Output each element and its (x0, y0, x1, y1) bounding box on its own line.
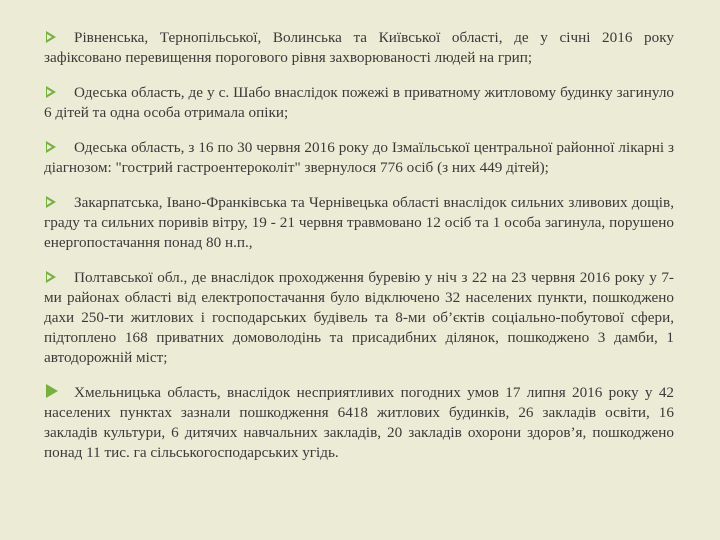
list-item (44, 138, 674, 178)
outline-arrow-bullet-icon (46, 141, 56, 153)
list-item-text: Одеська область, з 16 по 30 червня 2016 року до Ізмаїльської центральної районної лікарні з діагнозом: "гострий гастроентероколіт" звернулося 776 осіб (з них 449 дітей); (44, 139, 674, 176)
list-item (44, 268, 674, 368)
list-item-text: Полтавської обл., де внаслідок проходження буревію у ніч з 22 на 23 червня 2016 року у 7-ми районах області від електропостачання було відключено 32 населених пункти, пошкоджено дахи 250-ти житлових і господарських будівель та 8-ми об’єктів соціально-побутової сфери, підтоплено 168 приватних домоволодінь та присадибних ділянок, пошкоджено 3 дамби, 1 автодорожній міст; (44, 269, 674, 366)
outline-arrow-bullet-icon (46, 271, 56, 283)
outline-arrow-bullet-icon (46, 196, 56, 208)
list-item-text: Хмельницька область, внаслідок несприятливих погодних умов 17 липня 2016 року у 42 населених пунктах зазнали пошкодження 6418 житлових будинків, 26 закладів освіти, 16 закладів культури, 6 дитячих навчальних закладів, 20 закладів охорони здоров’я, пошкоджено понад 11 тис. га сільськогосподарських угідь. (44, 384, 674, 461)
list-item (44, 28, 674, 68)
list-item (44, 83, 674, 123)
green-accent-decoration (680, 0, 720, 540)
list-item (44, 383, 674, 463)
list-item-text: Одеська область, де у с. Шабо внаслідок пожежі в приватному житловому будинку загинуло 6 дітей та одна особа отримала опіки; (44, 84, 674, 121)
list-item (44, 193, 674, 253)
bullet-list (44, 28, 674, 478)
solid-arrow-bullet-icon (46, 384, 58, 398)
list-item-text: Рівненська, Тернопільської, Волинська та Київської області, де у січні 2016 року зафіксовано перевищення порогового рівня захворюваності людей на грип; (44, 29, 674, 66)
list-item-text: Закарпатська, Івано-Франківська та Чернівецька області внаслідок сильних зливових дощів, граду та сильних поривів вітру, 19 - 21 червня травмовано 12 осіб та 1 особа загинула, порушено енергопостачання понад 80 н.п., (44, 194, 674, 251)
outline-arrow-bullet-icon (46, 86, 56, 98)
outline-arrow-bullet-icon (46, 31, 56, 43)
